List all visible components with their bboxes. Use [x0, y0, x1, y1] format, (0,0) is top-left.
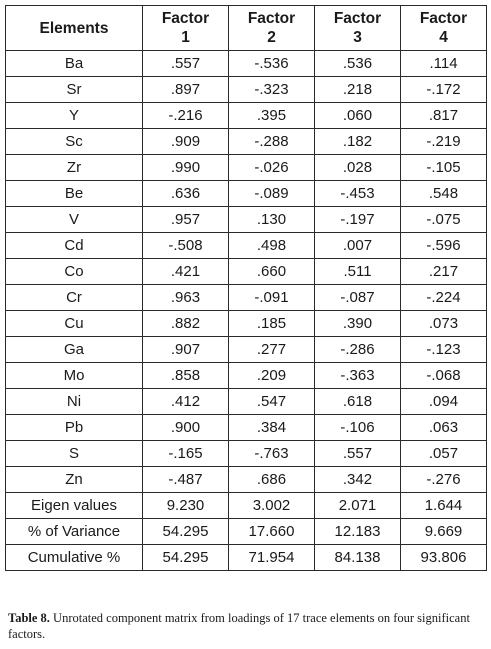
cell-factor-1: 54.295 [143, 519, 229, 545]
cell-factor-3: -.363 [315, 363, 401, 389]
cell-factor-1: .963 [143, 285, 229, 311]
row-label: Ga [6, 337, 143, 363]
cell-factor-2: 71.954 [229, 545, 315, 571]
row-label: Pb [6, 415, 143, 441]
header-factor-3-number: 3 [353, 29, 362, 46]
header-factor-3 [315, 6, 401, 51]
cell-factor-3: .218 [315, 77, 401, 103]
cell-factor-4: 9.669 [401, 519, 487, 545]
cell-factor-4: .063 [401, 415, 487, 441]
row-label: Co [6, 259, 143, 285]
cell-factor-2: -.091 [229, 285, 315, 311]
cell-factor-1: .957 [143, 207, 229, 233]
cell-factor-2: .185 [229, 311, 315, 337]
cell-factor-3: .618 [315, 389, 401, 415]
cell-factor-4: -.105 [401, 155, 487, 181]
cell-factor-4: 1.644 [401, 493, 487, 519]
cell-factor-4: -.075 [401, 207, 487, 233]
row-label: Zn [6, 467, 143, 493]
row-label: Zr [6, 155, 143, 181]
cell-factor-3: .390 [315, 311, 401, 337]
table-row [6, 103, 487, 129]
cell-factor-3: .007 [315, 233, 401, 259]
cell-factor-3: .536 [315, 51, 401, 77]
row-label: S [6, 441, 143, 467]
cell-factor-3: .342 [315, 467, 401, 493]
table-row [6, 519, 487, 545]
table-row [6, 233, 487, 259]
table-row [6, 415, 487, 441]
cell-factor-3: .060 [315, 103, 401, 129]
header-factor-4-number: 4 [439, 29, 448, 46]
cell-factor-2: .277 [229, 337, 315, 363]
table-row [6, 207, 487, 233]
header-factor-2-word: Factor [247, 10, 296, 27]
cell-factor-1: -.165 [143, 441, 229, 467]
table-header-row [6, 6, 487, 51]
table-row [6, 311, 487, 337]
cell-factor-3: .557 [315, 441, 401, 467]
table-row [6, 259, 487, 285]
cell-factor-2: .686 [229, 467, 315, 493]
row-label: V [6, 207, 143, 233]
cell-factor-2: .395 [229, 103, 315, 129]
cell-factor-2: -.288 [229, 129, 315, 155]
table-row [6, 363, 487, 389]
row-label: Ni [6, 389, 143, 415]
cell-factor-2: .130 [229, 207, 315, 233]
cell-factor-1: .636 [143, 181, 229, 207]
cell-factor-3: -.197 [315, 207, 401, 233]
cell-factor-2: -.089 [229, 181, 315, 207]
cell-factor-1: .421 [143, 259, 229, 285]
row-label: Ba [6, 51, 143, 77]
row-label: Be [6, 181, 143, 207]
caption-text: Unrotated component matrix from loadings of 17 trace elements on four significant factors. [8, 611, 470, 641]
factor-table-container [5, 5, 486, 571]
row-label: Mo [6, 363, 143, 389]
cell-factor-3: .182 [315, 129, 401, 155]
cell-factor-4: -.068 [401, 363, 487, 389]
cell-factor-3: -.106 [315, 415, 401, 441]
cell-factor-4: .094 [401, 389, 487, 415]
cell-factor-1: .909 [143, 129, 229, 155]
cell-factor-4: -.172 [401, 77, 487, 103]
row-label: Y [6, 103, 143, 129]
table-caption [8, 610, 486, 642]
table-row [6, 285, 487, 311]
cell-factor-2: 3.002 [229, 493, 315, 519]
row-label: Cd [6, 233, 143, 259]
cell-factor-1: .907 [143, 337, 229, 363]
cell-factor-3: 12.183 [315, 519, 401, 545]
cell-factor-2: -.763 [229, 441, 315, 467]
header-factor-4 [401, 6, 487, 51]
row-label: Cr [6, 285, 143, 311]
cell-factor-1: 9.230 [143, 493, 229, 519]
cell-factor-1: .412 [143, 389, 229, 415]
table-row [6, 181, 487, 207]
cell-factor-2: -.536 [229, 51, 315, 77]
table-row [6, 467, 487, 493]
header-factor-2-number: 2 [267, 29, 276, 46]
cell-factor-4: .057 [401, 441, 487, 467]
cell-factor-4: .217 [401, 259, 487, 285]
table-row [6, 337, 487, 363]
cell-factor-4: -.224 [401, 285, 487, 311]
cell-factor-3: -.453 [315, 181, 401, 207]
cell-factor-2: .384 [229, 415, 315, 441]
header-elements: Elements [6, 6, 143, 51]
cell-factor-1: .858 [143, 363, 229, 389]
cell-factor-4: -.219 [401, 129, 487, 155]
cell-factor-2: 17.660 [229, 519, 315, 545]
header-factor-1 [143, 6, 229, 51]
cell-factor-3: 2.071 [315, 493, 401, 519]
row-label: Cumulative % [6, 545, 143, 571]
table-row [6, 129, 487, 155]
cell-factor-3: -.286 [315, 337, 401, 363]
cell-factor-4: .548 [401, 181, 487, 207]
caption-label: Table 8. [8, 611, 50, 625]
cell-factor-1: .882 [143, 311, 229, 337]
row-label: Sr [6, 77, 143, 103]
cell-factor-4: -.276 [401, 467, 487, 493]
cell-factor-1: .990 [143, 155, 229, 181]
cell-factor-3: -.087 [315, 285, 401, 311]
cell-factor-4: .073 [401, 311, 487, 337]
table-row [6, 493, 487, 519]
cell-factor-1: .897 [143, 77, 229, 103]
table-row [6, 389, 487, 415]
cell-factor-2: -.026 [229, 155, 315, 181]
table-row [6, 545, 487, 571]
table-row [6, 441, 487, 467]
row-label: Cu [6, 311, 143, 337]
cell-factor-3: .511 [315, 259, 401, 285]
factor-loadings-table [5, 5, 487, 571]
table-row [6, 51, 487, 77]
cell-factor-2: .547 [229, 389, 315, 415]
cell-factor-4: -.596 [401, 233, 487, 259]
cell-factor-4: 93.806 [401, 545, 487, 571]
header-factor-1-word: Factor [161, 10, 210, 27]
row-label: Sc [6, 129, 143, 155]
header-factor-1-number: 1 [181, 29, 190, 46]
cell-factor-2: .660 [229, 259, 315, 285]
row-label: Eigen values [6, 493, 143, 519]
cell-factor-3: 84.138 [315, 545, 401, 571]
header-factor-3-word: Factor [333, 10, 382, 27]
cell-factor-2: -.323 [229, 77, 315, 103]
cell-factor-2: .209 [229, 363, 315, 389]
cell-factor-4: -.123 [401, 337, 487, 363]
header-factor-2 [229, 6, 315, 51]
cell-factor-3: .028 [315, 155, 401, 181]
cell-factor-1: .557 [143, 51, 229, 77]
cell-factor-1: .900 [143, 415, 229, 441]
cell-factor-1: 54.295 [143, 545, 229, 571]
table-row [6, 155, 487, 181]
cell-factor-1: -.508 [143, 233, 229, 259]
cell-factor-1: -.216 [143, 103, 229, 129]
header-factor-4-word: Factor [419, 10, 468, 27]
cell-factor-2: .498 [229, 233, 315, 259]
table-body [6, 51, 487, 571]
table-row [6, 77, 487, 103]
cell-factor-4: .114 [401, 51, 487, 77]
cell-factor-1: -.487 [143, 467, 229, 493]
cell-factor-4: .817 [401, 103, 487, 129]
row-label: % of Variance [6, 519, 143, 545]
